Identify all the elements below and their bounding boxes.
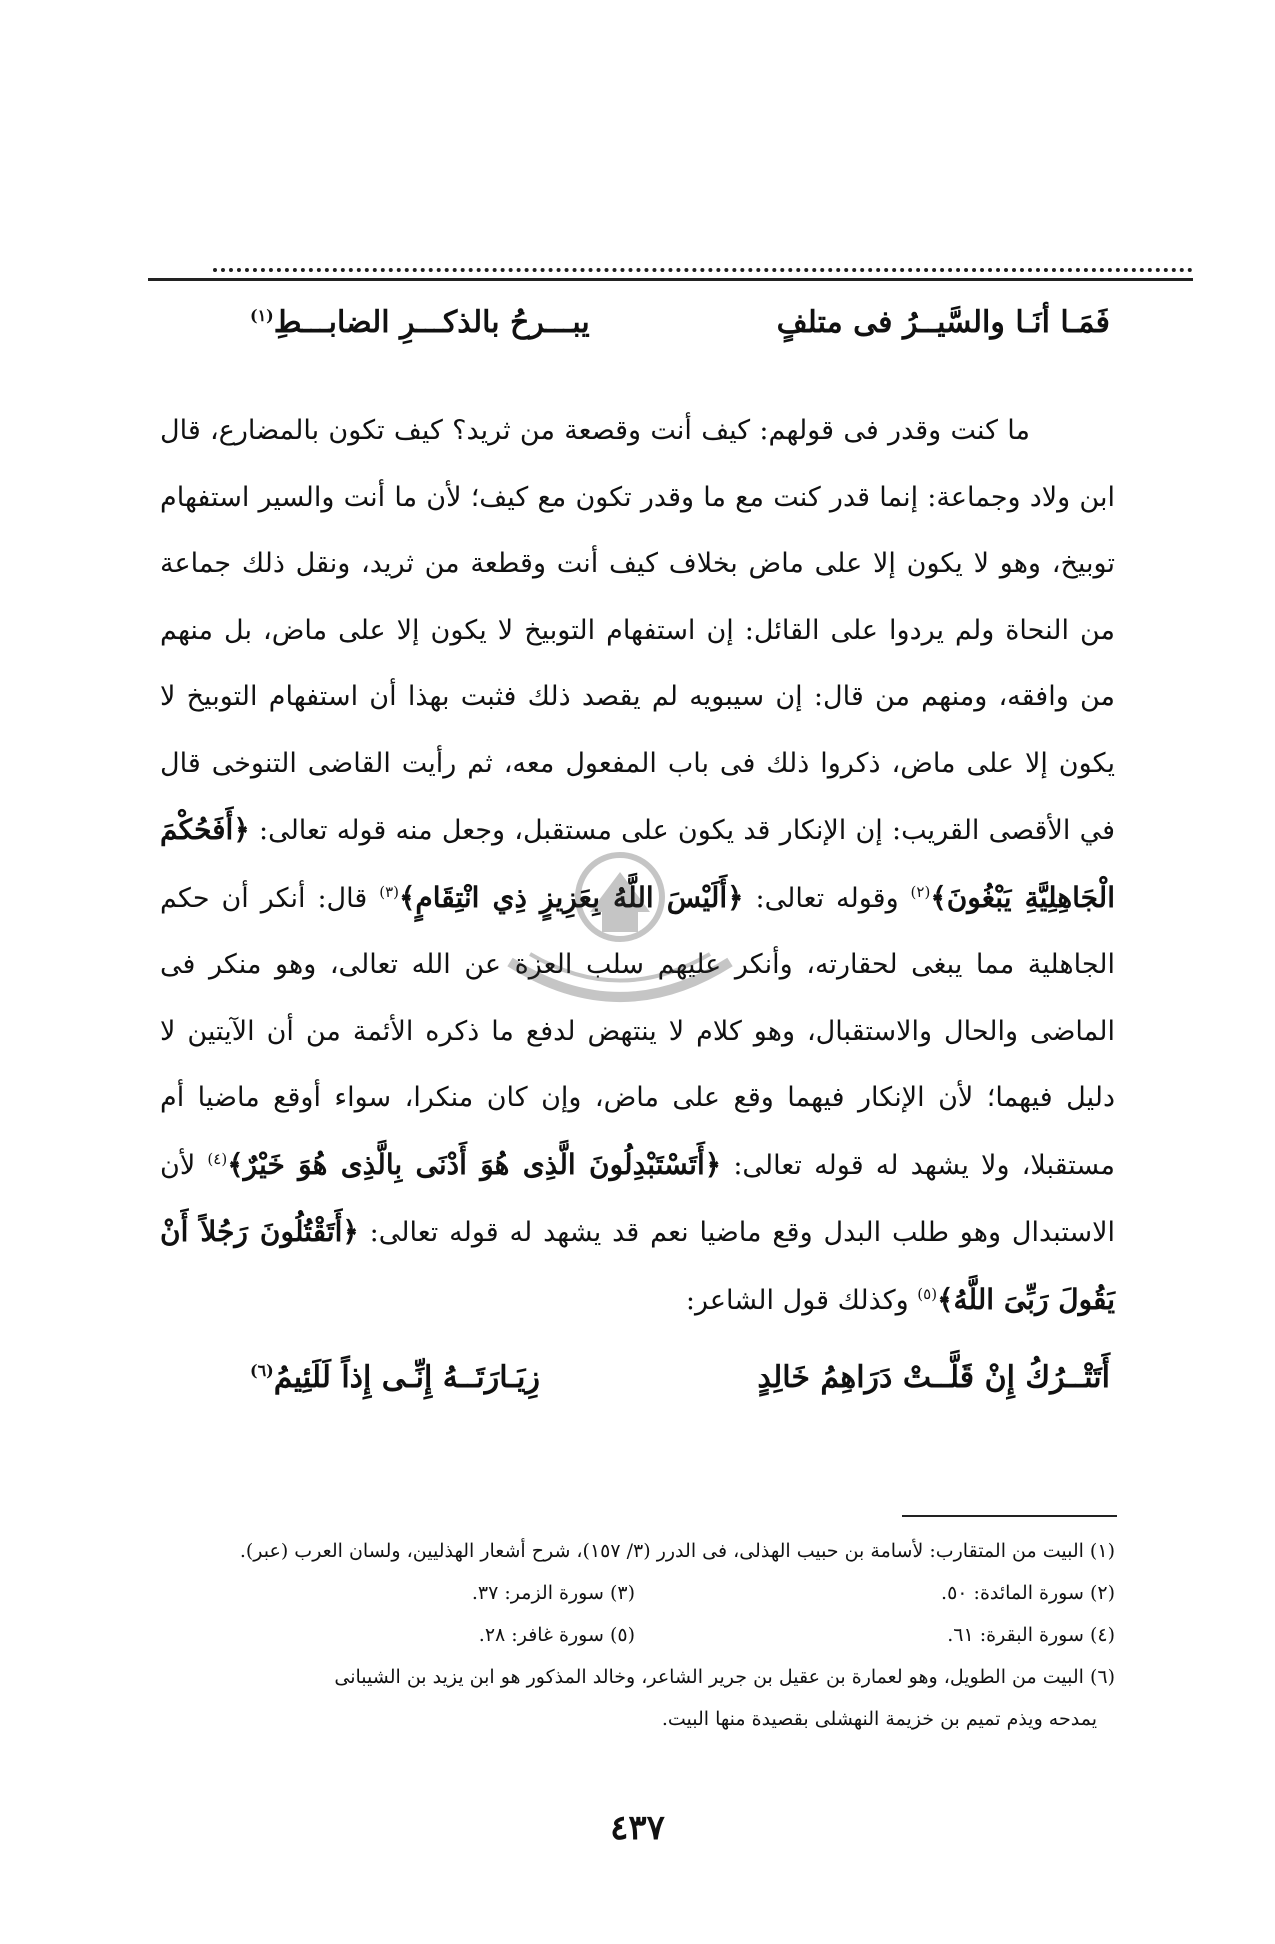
verse-2-second-hemistich xyxy=(250,1360,540,1395)
page-number: ٤٣٧ xyxy=(610,1808,665,1848)
quran-quote-4: ﴿أَتَقْتُلُونَ رَجُلاً أَنْ يَقُولَ رَبِّىَ اللَّهُ﴾ xyxy=(160,1215,1115,1316)
footnote-ref-2: (٢) xyxy=(910,882,931,901)
footnote-ref-3: (٣) xyxy=(379,882,399,901)
poetry-verse-2 xyxy=(160,1360,1120,1430)
footnote-separator xyxy=(902,1515,1117,1517)
footnote-6-line-1: (٦) البيت من الطويل، وهو لعمارة بن عقيل بن جرير الشاعر، وخالد المذكور هو ابن يزيد بن الشيبانى xyxy=(334,1666,1115,1688)
quran-quote-3: ﴿أَتَسْتَبْدِلُونَ الَّذِى هُوَ أَدْنَى بِالَّذِى هُوَ خَيْرٌ﴾ xyxy=(227,1147,722,1181)
footnote-1-text: (١) البيت من المتقارب: لأسامة بن حبيب الهذلى، فى الدرر (٣/ ١٥٧)، شرح أشعار الهذليين، ولسان العرب (عبر). xyxy=(239,1540,1115,1562)
footnote-ref-5: (٥) xyxy=(917,1284,938,1303)
footnotes xyxy=(160,1530,1115,1740)
footnote-row-3 xyxy=(160,1614,1115,1656)
library-seal-icon xyxy=(490,842,750,1042)
verse-1-second-hemistich xyxy=(250,305,590,340)
footnote-5: (٥) سورة غافر: ٢٨. xyxy=(478,1624,635,1646)
footnote-6 xyxy=(160,1656,1115,1698)
verse-2-second-hemistich-text: زِيَـارَتَــهُ إِنِّـى إِذاً لَلَئِيمُ xyxy=(273,1360,540,1395)
poetry-verse-1 xyxy=(160,305,1120,375)
footnote-3: (٣) سورة الزمر: ٣٧. xyxy=(471,1582,635,1604)
verse-2-first-hemistich: أَتَتْــرُكُ إِنْ قَلَّــتْ دَرَاهِمُ خَالِدٍ xyxy=(757,1360,1110,1395)
footnote-4: (٤) سورة البقرة: ٦١. xyxy=(947,1624,1115,1646)
footnote-ref-6: (٦) xyxy=(250,1361,274,1380)
verse-1-second-hemistich-text: يبـــرحُ بالذكـــرِ الضابـــطِ xyxy=(273,305,590,340)
footnote-ref-1: (١) xyxy=(250,306,274,325)
footnote-6-continuation xyxy=(160,1698,1115,1740)
footnote-row-2 xyxy=(160,1572,1115,1614)
footnote-6-line-2: يمدحه ويذم تميم بن خزيمة النهشلى بقصيدة منها البيت. xyxy=(661,1708,1097,1730)
paragraph-text-1: ما كنت وقدر فى قولهم: كيف أنت وقصعة من ثريد؟ كيف تكون بالمضارع، قال ابن ولاد وجماعة: إنما قدر كنت مع ما وقدر تكون مع كيف؛ لأن ما أنت والسير استفهام توبيخ، وهو لا يكون إلا على ماض بخلاف كيف أنت وقطعة من ثريد، ونقل ذلك جماعة من النحاة ولم يردوا على القائل: إن استفهام التوبيخ لا يكون إلا على ماض، بل منهم من وافقه، ومنهم من قال: إن سيبويه لم يقصد ذلك فثبت بهذا أن استفهام التوبيخ لا يكون إلا على ماض، ذكروا ذلك فى باب المفعول معه، ثم رأيت القاضى التنوخى قال في الأقصى القريب: إن الإنكار قد يكون على مستقبل، وجعل منه قوله تعالى: xyxy=(160,415,1115,846)
paragraph-text-3: قال: أنكر أن حكم الجاهلية مما يبغى لحقارته، وأنكر عليهم سلب العزة عن الله تعالى، وهو منكر فى الماضى والحال والاستقبال، وهو كلام لا ينتهض لدفع ما ذكره الأئمة من أن الآيتين لا دليل فيهما؛ لأن الإنكار فيهما وقع على ماض، وإن كان منكرا، سواء أوقع ماضيا أم مستقبلا، ولا يشهد له قوله تعالى: xyxy=(160,882,1115,1181)
quran-quote-2: ﴿أَلَيْسَ اللَّهُ بِعَزِيزٍ ذِي انْتِقَامٍ﴾ xyxy=(399,880,744,914)
header-solid-rule xyxy=(148,278,1193,281)
quran-quote-1: ﴿أَفَحُكْمَ الْجَاهِلِيَّةِ يَبْغُونَ﴾ xyxy=(160,813,1115,914)
footnote-1 xyxy=(160,1530,1115,1572)
footnote-ref-4: (٤) xyxy=(207,1149,228,1168)
header-dotted-rule xyxy=(213,268,1193,272)
paragraph-text-5: وكذلك قول الشاعر: xyxy=(685,1284,909,1316)
header-rule xyxy=(148,268,1193,284)
paragraph-text-4: لأن الاستبدال وهو طلب البدل وقع ماضيا نعم قد يشهد له قوله تعالى: xyxy=(160,1149,1115,1248)
footnote-2: (٢) سورة المائدة: ٥٠. xyxy=(941,1582,1115,1604)
paragraph-text-2: وقوله تعالى: xyxy=(755,882,899,914)
verse-1-first-hemistich: فَمَـا أنَـا والسَّيــرُ فى متلفٍ xyxy=(776,305,1110,340)
